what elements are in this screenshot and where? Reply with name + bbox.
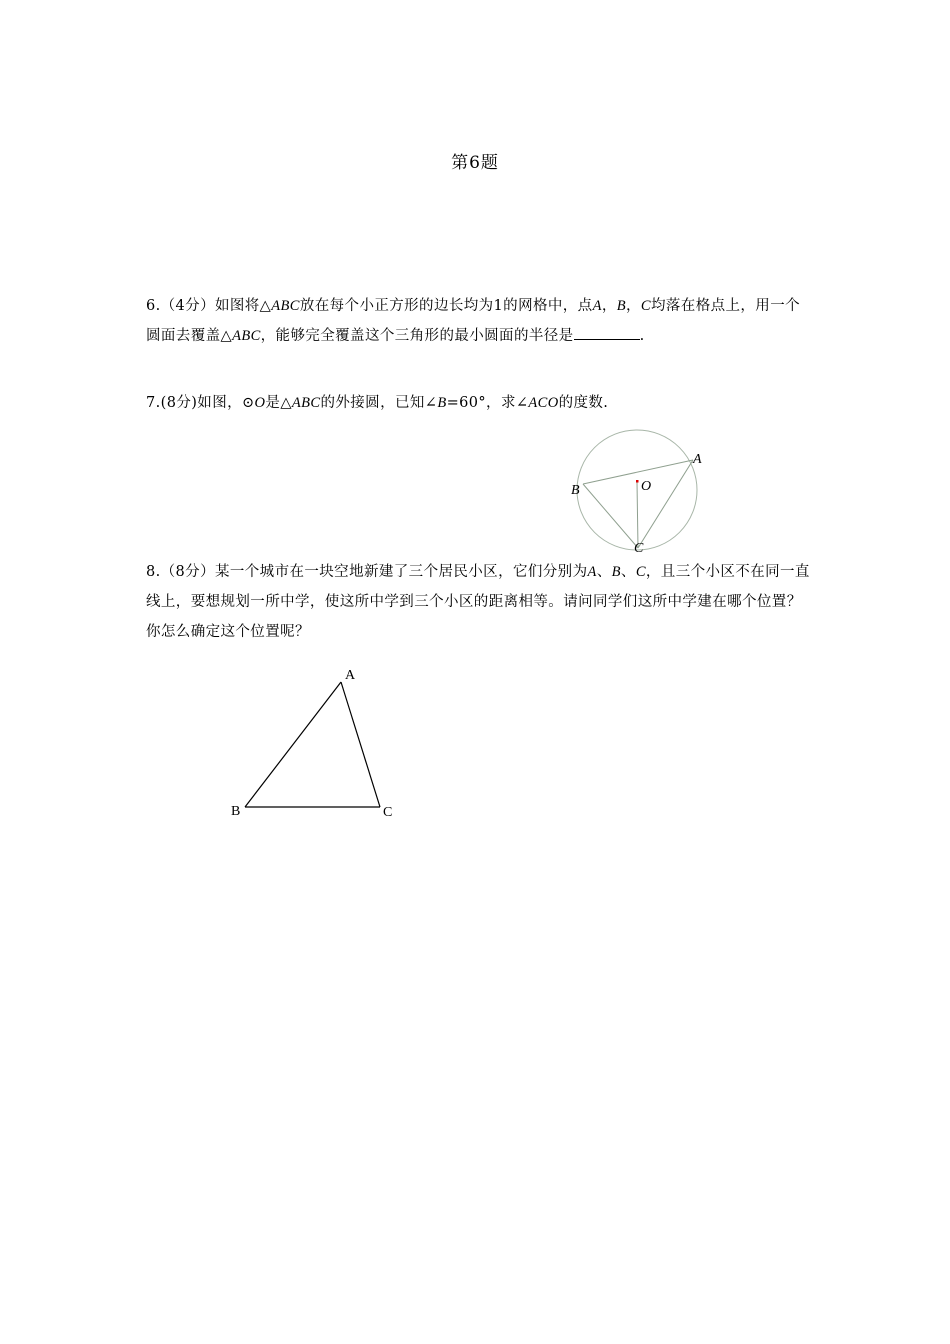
- fig8-label-a: A: [345, 668, 356, 683]
- q6-triangle-abc-2: ABC: [232, 328, 261, 344]
- question-8: 8.（8分）某一个城市在一块空地新建了三个居民小区，它们分别为A、B、C，且三个小区不在同一直线上，要想规划一所中学，使这所中学到三个小区的距离相等。请问同学们这所中学建在哪个位置？你怎么确定这个位置呢？: [146, 564, 810, 640]
- center-point-o: [636, 480, 639, 483]
- segment-ab: [245, 682, 341, 807]
- q7-text-1: 如图，⊙: [197, 395, 255, 411]
- q6-text-2: 放在每个小正方形的边长均为1的网格中，点: [299, 298, 593, 314]
- q6-text-3: 均落在格点上，用一个圆面去覆盖△: [146, 298, 800, 344]
- figure-caption: 第6题: [451, 153, 499, 173]
- fig7-label-b: B: [571, 483, 580, 498]
- segment-bc: [583, 484, 638, 548]
- q8-score: （8分）: [160, 564, 215, 580]
- q7-score: (8分): [160, 395, 198, 411]
- q7-number: 7: [146, 395, 156, 411]
- q6-text-1: 如图将△: [214, 298, 272, 314]
- q8-point-c: C: [635, 564, 646, 580]
- q7-text-2: 是△: [265, 395, 292, 411]
- q8-point-b: B: [611, 564, 621, 580]
- fig7-label-a: A: [693, 452, 702, 467]
- fig8-label-c: C: [383, 805, 393, 820]
- q7-angle-aco: ACO: [528, 395, 559, 411]
- segment-oc: [637, 482, 638, 548]
- fig8-label-b: B: [231, 804, 241, 819]
- fig7-label-c: C: [634, 541, 644, 556]
- q8-number: 8: [146, 564, 156, 580]
- q6-triangle-abc-1: ABC: [271, 298, 300, 314]
- q8-text-1: 某一个城市在一块空地新建了三个居民小区，它们分别为: [214, 564, 588, 580]
- q6-point-b: B: [616, 298, 627, 314]
- q6-point-c: C: [640, 298, 651, 314]
- q6-point-a: A: [592, 298, 602, 314]
- q7-text-4: =60°，求∠: [446, 395, 529, 411]
- figure-7-circumcircle: [560, 420, 710, 570]
- answer-blank[interactable]: [574, 325, 640, 340]
- fig7-label-o: O: [641, 479, 652, 494]
- q7-text-3: 的外接圆，已知∠: [320, 395, 438, 411]
- q7-triangle-abc: ABC: [291, 395, 321, 411]
- question-7: 7.(8分)如图，⊙O是△ABC的外接圆，已知∠B=60°，求∠ACO的度数.: [146, 395, 609, 411]
- question-6: 6.（4分）如图将△ABC放在每个小正方形的边长均为1的网格中，点A，B，C均落在格点上，用一个圆面去覆盖△ABC，能够完全覆盖这个三角形的最小圆面的半径是 .: [146, 298, 800, 344]
- segment-ac: [341, 682, 380, 807]
- q6-number: 6: [146, 298, 156, 314]
- figure-8-triangle: [225, 660, 405, 825]
- segment-ac: [638, 460, 693, 548]
- q6-text-4: ，能够完全覆盖这个三角形的最小圆面的半径是: [260, 328, 574, 344]
- q8-text-2: ，且三个小区不在同一直线上，要想规划一所中学，使这所中学到三个小区的距离相等。请问同学们这所中学建在哪个位置？你怎么确定这个位置呢？: [146, 564, 810, 640]
- q7-text-5: 的度数.: [558, 395, 609, 411]
- q6-score: （4分）: [160, 298, 215, 314]
- q8-point-a: A: [587, 564, 597, 580]
- q7-angle-b: B: [437, 395, 447, 411]
- q7-circle-o: O: [254, 395, 266, 411]
